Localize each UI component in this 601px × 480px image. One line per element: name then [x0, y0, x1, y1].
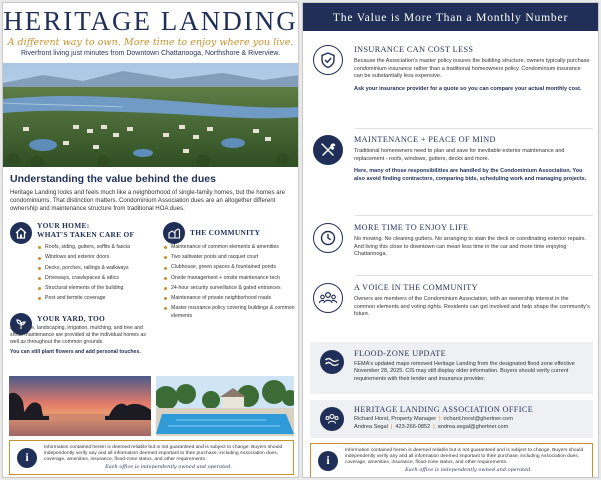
list-item: Pest and termite coverage — [37, 295, 149, 303]
brand-title: HERITAGE LANDING — [3, 6, 298, 36]
list-item: Driveways, crawlspaces & attics — [37, 275, 149, 283]
water-icon — [320, 350, 344, 374]
divider — [355, 215, 593, 216]
list-item: Maintenance of private neighborhood roads — [163, 295, 297, 303]
office-phone[interactable]: 423-266-0852 — [395, 423, 431, 430]
house-icon — [10, 222, 32, 244]
list-item: Decks, porches, railings & walkways — [37, 265, 149, 273]
office-line-1: Richard Horst, Property Manager | richard.horst@ghertner.com — [354, 416, 513, 422]
insurance-body: Because the Association's master policy insures the building structure, owners typically purchase condominium insurance rather than a traditional homeowners policy. Condominium insurance can be substantially less expensive. — [354, 58, 590, 80]
time-content — [354, 223, 591, 259]
office-content — [354, 405, 590, 432]
maintenance-bold: Here, many of those responsibilities are handled by the Condominium Association. You also avoid finding contractors, comparing bids, scheduling work and managing projects. — [354, 168, 587, 182]
community-icon — [163, 222, 185, 244]
community-title: THE COMMUNITY — [190, 228, 261, 237]
your-home-title-2: WHAT'S TAKEN CARE OF — [37, 229, 135, 239]
right-page — [302, 2, 599, 478]
brand-tagline: A different way to own. More time to enjoy where you live. — [7, 37, 294, 48]
disclaimer-footer: Each office is independently owned and operated. — [405, 467, 532, 474]
flood-box — [310, 342, 593, 394]
insurance-title: INSURANCE CAN COST LESS — [354, 45, 474, 54]
maintenance-body: Traditional homeowners need to plan and save for inevitable exterior maintenance and replacement - roofs, windows, gutters, decks and more. — [354, 148, 565, 162]
list-item: Master insurance policy covering buildings & common elements — [163, 305, 297, 320]
sunset-photo — [9, 376, 151, 436]
insurance-content — [354, 45, 591, 93]
your-home-title-1: YOUR HOME: — [37, 221, 90, 230]
disclaimer-footer: Each office is independently owned and operated. — [105, 464, 232, 471]
disclaimer-text: Information contained herein is deemed reliable but is not guaranteed and is subject to change. Buyers should independently verify any and all information deemed important to their purchase, including Association dues, coverage, amenities, insurance, flood-zone status, and other requirements. — [44, 444, 283, 463]
your-home-list — [37, 244, 149, 303]
list-item: Roofs, siding, gutters, soffits & fascia — [37, 244, 149, 252]
right-header: The Value is More Than a Monthly Number — [303, 3, 598, 31]
people-icon — [320, 407, 344, 431]
tools-icon — [313, 135, 343, 165]
maintenance-content — [354, 135, 591, 183]
voice-content — [354, 283, 591, 319]
insurance-bold: Ask your insurance provider for a quote so you can compare your actual monthly cost. — [354, 85, 582, 92]
info-icon: i — [17, 448, 37, 468]
voice-section — [313, 283, 593, 339]
office-manager-email[interactable]: richard.horst@ghertner.com — [443, 416, 513, 422]
list-item: Structural elements of the building — [37, 285, 149, 293]
divider — [355, 275, 593, 276]
yard-section — [37, 315, 147, 324]
office-line-2: Andrea Segal | 423-266-0852 | andrea.segal@ghertner.com — [354, 423, 509, 430]
office-box — [310, 400, 593, 438]
people-icon — [313, 283, 343, 313]
flood-content — [354, 349, 587, 383]
office-contact-email[interactable]: andrea.segal@ghertner.com — [437, 423, 509, 430]
time-section — [313, 223, 593, 275]
yard-text — [10, 325, 147, 356]
time-body: No mowing. No cleaning gutters. No arranging to stain the deck or coordinating exterior repairs. And living this close to downtown can mean less time in the car and more time enjoying Chattanooga. — [354, 236, 587, 258]
understand-heading: Understanding the value behind the dues — [10, 173, 216, 185]
understand-body: Heritage Landing looks and feels much like a neighborhood of single-family homes, but the homes are condominiums. That distinction matters. Condominium Association dues are an altogether different ownership and maintenance structure from traditional HOA dues. — [10, 189, 286, 212]
maintenance-title: MAINTENANCE + PEACE OF MIND — [354, 135, 496, 144]
office-title: HERITAGE LANDING ASSOCIATION OFFICE — [354, 405, 534, 414]
list-item: Onsite management + onsite maintenance tech — [163, 275, 297, 283]
list-item: Maintenance of common elements & amenities — [163, 244, 297, 252]
maintenance-section — [313, 135, 593, 213]
list-item: Windows and exterior doors — [37, 254, 149, 262]
aerial-photo — [3, 63, 299, 167]
pool-photo — [156, 376, 294, 436]
office-manager-name: Richard Horst, Property Manager — [354, 416, 437, 422]
understand-section — [10, 173, 295, 213]
community-list — [163, 244, 297, 320]
disclaimer-box — [310, 443, 593, 478]
brand-subtitle: Riverfront living just minutes from Downtown Chattanooga, Northshore & Riverview. — [20, 50, 281, 57]
yard-body: Lawn care, landscaping, irrigation, mulching, and tree and shrub maintenance are provided at the individual homes as well as throughout the common grounds. — [10, 325, 146, 345]
yard-title: YOUR YARD, TOO — [37, 314, 106, 323]
clock-icon — [313, 223, 343, 253]
yard-bold: You can still plant flowers and add personal touches. — [10, 349, 141, 355]
list-item: Two saltwater pools and racquet court — [163, 254, 297, 262]
flood-body: FEMA's updated maps removed Heritage Landing from the designated flood zone effective November 28, 2025. CIS may still display older information. Buyers should verify current requirements with their lender and insurance provider. — [354, 361, 575, 382]
list-item: 24-hour security surveillance & gated entrances — [163, 285, 297, 293]
voice-title: A VOICE IN THE COMMUNITY — [354, 283, 478, 292]
left-page — [2, 2, 299, 478]
voice-body: Owners are members of the Condominium Association, with an ownership interest in the common elements and voting rights. Residents can get involved and help shape the community's future. — [354, 296, 590, 318]
flood-title: FLOOD-ZONE UPDATE — [354, 349, 447, 358]
community-title-wrap — [190, 229, 296, 238]
community-section — [163, 244, 297, 323]
shield-check-icon — [313, 45, 343, 75]
your-home-section — [37, 222, 149, 305]
time-title: MORE TIME TO ENJOY LIFE — [354, 223, 469, 232]
insurance-section — [313, 45, 593, 125]
list-item: Clubhouse, green spaces & fountained ponds — [163, 264, 297, 272]
divider — [355, 128, 593, 129]
disclaimer-box — [9, 440, 294, 475]
disclaimer-text: Information contained herein is deemed reliable but is not guaranteed and is subject to change. Buyers should independently verify any and all information deemed important to their purchase, including Association dues, coverage, amenities, insurance, flood-zone status, and other requirements. — [345, 447, 584, 466]
info-icon: i — [318, 451, 338, 471]
office-contact-name: Andrea Segal — [354, 423, 388, 430]
